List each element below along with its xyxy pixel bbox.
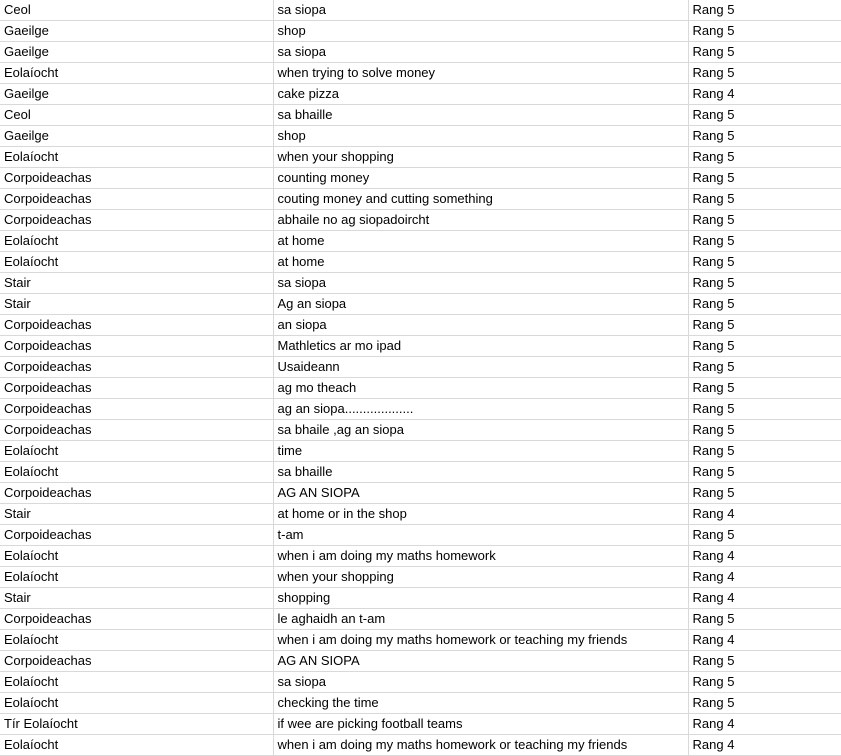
class-cell[interactable]: Rang 5	[688, 210, 841, 231]
class-cell[interactable]: Rang 5	[688, 441, 841, 462]
table-row	[0, 630, 841, 651]
subject-cell[interactable]: Corpoideachas	[0, 483, 273, 504]
subject-cell[interactable]: Corpoideachas	[0, 525, 273, 546]
usage-cell[interactable]: time	[273, 441, 688, 462]
subject-cell[interactable]: Corpoideachas	[0, 399, 273, 420]
subject-cell[interactable]: Gaeilge	[0, 84, 273, 105]
class-cell[interactable]: Rang 5	[688, 126, 841, 147]
table-row	[0, 126, 841, 147]
subject-cell[interactable]: Eolaíocht	[0, 630, 273, 651]
class-cell[interactable]: Rang 5	[688, 336, 841, 357]
usage-cell[interactable]: cake pizza	[273, 84, 688, 105]
usage-cell[interactable]: when your shopping	[273, 567, 688, 588]
subject-cell[interactable]: Eolaíocht	[0, 231, 273, 252]
table-row	[0, 420, 841, 441]
subject-cell[interactable]: Gaeilge	[0, 21, 273, 42]
usage-cell[interactable]: sa bhaille	[273, 462, 688, 483]
subject-cell[interactable]: Corpoideachas	[0, 189, 273, 210]
subject-cell[interactable]: Corpoideachas	[0, 168, 273, 189]
class-cell[interactable]: Rang 5	[688, 273, 841, 294]
subject-cell[interactable]: Eolaíocht	[0, 147, 273, 168]
table-row	[0, 168, 841, 189]
subject-cell[interactable]: Corpoideachas	[0, 315, 273, 336]
class-cell[interactable]: Rang 5	[688, 462, 841, 483]
subject-cell[interactable]: Tír Eolaíocht	[0, 714, 273, 735]
table-row	[0, 189, 841, 210]
usage-cell[interactable]: couting money and cutting something	[273, 189, 688, 210]
subject-cell[interactable]: Eolaíocht	[0, 735, 273, 756]
class-cell[interactable]: Rang 4	[688, 504, 841, 525]
usage-cell[interactable]: when i am doing my maths homework	[273, 546, 688, 567]
class-cell[interactable]: Rang 4	[688, 630, 841, 651]
table-row	[0, 672, 841, 693]
usage-cell[interactable]: counting money	[273, 168, 688, 189]
subject-cell[interactable]: Corpoideachas	[0, 378, 273, 399]
usage-cell[interactable]: at home	[273, 252, 688, 273]
usage-cell[interactable]: at home	[273, 231, 688, 252]
table-row	[0, 483, 841, 504]
class-cell[interactable]: Rang 4	[688, 546, 841, 567]
table-row	[0, 336, 841, 357]
subject-cell[interactable]: Eolaíocht	[0, 462, 273, 483]
table-row	[0, 210, 841, 231]
class-cell[interactable]: Rang 5	[688, 315, 841, 336]
table-row	[0, 0, 841, 21]
usage-cell[interactable]: abhaile no ag siopadoircht	[273, 210, 688, 231]
table-row	[0, 147, 841, 168]
usage-cell[interactable]: shop	[273, 21, 688, 42]
subject-cell[interactable]: Eolaíocht	[0, 63, 273, 84]
class-cell[interactable]: Rang 5	[688, 651, 841, 672]
usage-cell[interactable]: when i am doing my maths homework or teaching my friends	[273, 735, 688, 756]
table-row	[0, 651, 841, 672]
subject-cell[interactable]: Stair	[0, 273, 273, 294]
usage-cell[interactable]: sa siopa	[273, 273, 688, 294]
table-row	[0, 441, 841, 462]
table-row	[0, 546, 841, 567]
usage-cell[interactable]: le aghaidh an t-am	[273, 609, 688, 630]
usage-cell[interactable]: Ag an siopa	[273, 294, 688, 315]
subject-cell[interactable]: Ceol	[0, 0, 273, 21]
table-row	[0, 84, 841, 105]
subject-cell[interactable]: Corpoideachas	[0, 609, 273, 630]
table-row	[0, 294, 841, 315]
usage-cell[interactable]: sa siopa	[273, 0, 688, 21]
class-cell[interactable]: Rang 5	[688, 357, 841, 378]
usage-cell[interactable]: Usaideann	[273, 357, 688, 378]
subject-cell[interactable]: Eolaíocht	[0, 252, 273, 273]
subject-cell[interactable]: Stair	[0, 294, 273, 315]
usage-cell[interactable]: when your shopping	[273, 147, 688, 168]
usage-cell[interactable]: checking the time	[273, 693, 688, 714]
table-row	[0, 693, 841, 714]
subject-cell[interactable]: Eolaíocht	[0, 441, 273, 462]
table-row	[0, 42, 841, 63]
class-cell[interactable]: Rang 5	[688, 294, 841, 315]
usage-cell[interactable]: sa siopa	[273, 42, 688, 63]
table-row	[0, 567, 841, 588]
table-row	[0, 63, 841, 84]
usage-cell[interactable]: t-am	[273, 525, 688, 546]
usage-cell[interactable]: ag an siopa...................	[273, 399, 688, 420]
class-cell[interactable]: Rang 5	[688, 63, 841, 84]
usage-cell[interactable]: when i am doing my maths homework or teaching my friends	[273, 630, 688, 651]
usage-cell[interactable]: sa siopa	[273, 672, 688, 693]
class-cell[interactable]: Rang 5	[688, 147, 841, 168]
subject-cell[interactable]: Ceol	[0, 105, 273, 126]
class-cell[interactable]: Rang 5	[688, 231, 841, 252]
table-row	[0, 105, 841, 126]
table-row	[0, 252, 841, 273]
class-cell[interactable]: Rang 5	[688, 105, 841, 126]
usage-cell[interactable]: when trying to solve money	[273, 63, 688, 84]
usage-cell[interactable]: AG AN SIOPA	[273, 483, 688, 504]
class-cell[interactable]: Rang 5	[688, 399, 841, 420]
class-cell[interactable]: Rang 5	[688, 252, 841, 273]
class-cell[interactable]: Rang 5	[688, 21, 841, 42]
subject-cell[interactable]: Stair	[0, 588, 273, 609]
class-cell[interactable]: Rang 5	[688, 378, 841, 399]
class-cell[interactable]: Rang 5	[688, 609, 841, 630]
table-row	[0, 357, 841, 378]
usage-cell[interactable]: ag mo theach	[273, 378, 688, 399]
table-row	[0, 273, 841, 294]
class-cell[interactable]: Rang 5	[688, 189, 841, 210]
subject-cell[interactable]: Eolaíocht	[0, 567, 273, 588]
class-cell[interactable]: Rang 5	[688, 420, 841, 441]
subject-cell[interactable]: Eolaíocht	[0, 693, 273, 714]
usage-cell[interactable]: sa bhaille	[273, 105, 688, 126]
usage-cell[interactable]: shopping	[273, 588, 688, 609]
class-cell[interactable]: Rang 5	[688, 483, 841, 504]
subject-cell[interactable]: Eolaíocht	[0, 672, 273, 693]
class-cell[interactable]: Rang 5	[688, 693, 841, 714]
usage-cell[interactable]: AG AN SIOPA	[273, 651, 688, 672]
class-cell[interactable]: Rang 5	[688, 0, 841, 21]
table-row	[0, 609, 841, 630]
class-cell[interactable]: Rang 4	[688, 567, 841, 588]
table-row	[0, 462, 841, 483]
usage-cell[interactable]: shop	[273, 126, 688, 147]
table-row	[0, 399, 841, 420]
table-row	[0, 525, 841, 546]
table-row	[0, 21, 841, 42]
subject-cell[interactable]: Corpoideachas	[0, 357, 273, 378]
usage-cell[interactable]: if wee are picking football teams	[273, 714, 688, 735]
table-row	[0, 714, 841, 735]
subject-cell[interactable]: Corpoideachas	[0, 420, 273, 441]
class-cell[interactable]: Rang 4	[688, 588, 841, 609]
class-cell[interactable]: Rang 4	[688, 714, 841, 735]
subject-cell[interactable]: Corpoideachas	[0, 336, 273, 357]
table-row	[0, 315, 841, 336]
usage-cell[interactable]: Mathletics ar mo ipad	[273, 336, 688, 357]
class-cell[interactable]: Rang 5	[688, 42, 841, 63]
table-row	[0, 735, 841, 756]
class-cell[interactable]: Rang 5	[688, 525, 841, 546]
usage-cell[interactable]: sa bhaile ,ag an siopa	[273, 420, 688, 441]
subject-cell[interactable]: Stair	[0, 504, 273, 525]
table-row	[0, 378, 841, 399]
class-cell[interactable]: Rang 5	[688, 672, 841, 693]
class-cell[interactable]: Rang 4	[688, 84, 841, 105]
subject-cell[interactable]: Gaeilge	[0, 42, 273, 63]
table-row	[0, 588, 841, 609]
table-row	[0, 231, 841, 252]
usage-cell[interactable]: an siopa	[273, 315, 688, 336]
class-cell[interactable]: Rang 5	[688, 168, 841, 189]
subject-cell[interactable]: Eolaíocht	[0, 546, 273, 567]
table-row	[0, 504, 841, 525]
subject-cell[interactable]: Gaeilge	[0, 126, 273, 147]
class-cell[interactable]: Rang 4	[688, 735, 841, 756]
usage-cell[interactable]: at home or in the shop	[273, 504, 688, 525]
subject-cell[interactable]: Corpoideachas	[0, 651, 273, 672]
subject-cell[interactable]: Corpoideachas	[0, 210, 273, 231]
